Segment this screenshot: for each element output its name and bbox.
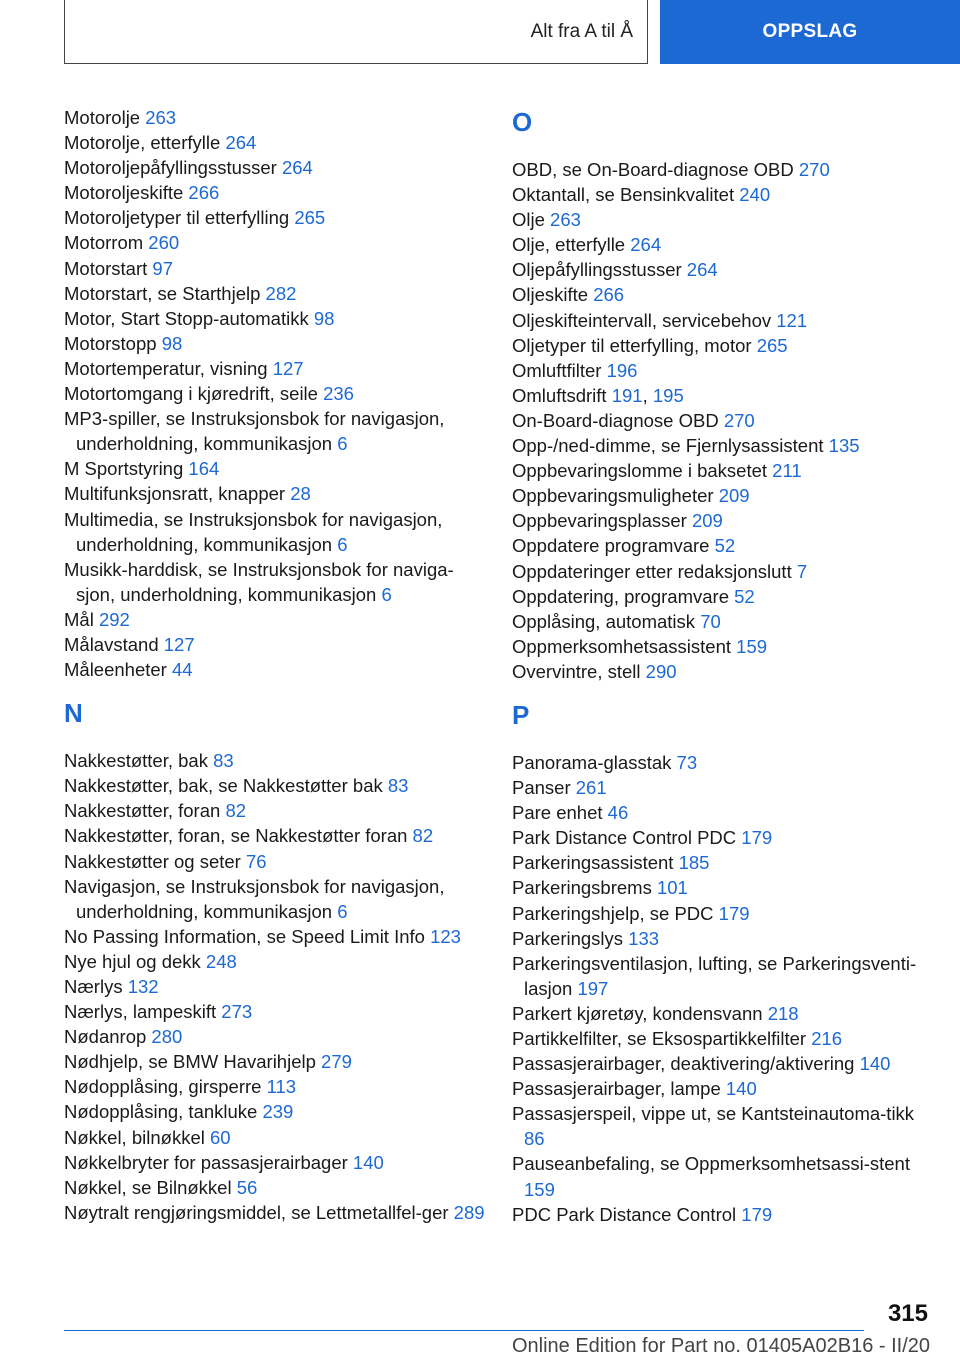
index-entry-text: Parkeringslys (512, 927, 624, 949)
index-entry (512, 333, 937, 358)
page-link[interactable]: 248 (205, 950, 237, 972)
index-entry (64, 874, 489, 924)
index-entry-text: Oppbevaringsplasser (512, 510, 687, 532)
index-entry (64, 999, 489, 1024)
page-link[interactable]: 127 (272, 357, 304, 379)
page-link[interactable]: 179 (741, 827, 773, 849)
index-entry-text: Måleenheter (64, 659, 167, 681)
page-link[interactable]: 270 (798, 159, 830, 180)
page-link[interactable]: 273 (221, 1001, 253, 1023)
index-entry (64, 607, 489, 632)
index-entry-text: Multifunksjonsratt, knapper (64, 483, 286, 505)
page-link[interactable]: 264 (225, 132, 257, 154)
index-entry (512, 358, 937, 383)
page-link[interactable]: 185 (678, 852, 710, 874)
index-letter-heading: N (64, 698, 83, 729)
index-entry-text: Opplåsing, automatisk (512, 610, 696, 632)
page-link[interactable]: 6 (337, 533, 348, 555)
page-link[interactable]: 132 (127, 976, 159, 997)
page-link[interactable]: 6 (381, 583, 392, 605)
index-entry (64, 1200, 489, 1225)
index-entry-text: Partikkelfilter, se Eksospartikkelfilter (512, 1028, 807, 1049)
index-entry (512, 609, 937, 634)
index-entry-text: Omluftfilter (512, 359, 602, 381)
index-entry (512, 926, 937, 951)
index-entry-text: Nakkestøtter, bak, se Nakkestøtter bak (64, 775, 383, 797)
page-link[interactable]: 211 (772, 460, 802, 482)
index-entry-text: Multimedia, se Instruksjonsbok for navigasjon, underholdning, kommunikasjon (64, 508, 443, 555)
index-entry (64, 632, 489, 657)
page-link[interactable]: 140 (725, 1078, 757, 1100)
index-entry (512, 508, 937, 533)
index-entry (64, 773, 489, 798)
page-number: 315 (887, 1300, 928, 1327)
page-link[interactable]: 73 (676, 751, 698, 773)
index-entry-text: Nødopplåsing, tankluke (64, 1101, 258, 1123)
index-entry-text: Motoroljepåfyllingsstusser (64, 157, 277, 179)
index-entry (64, 331, 489, 356)
index-entry-text: M Sportstyring (64, 458, 184, 480)
index-entry-text: Nakkestøtter, foran (64, 800, 221, 822)
index-entry (64, 230, 489, 255)
page-link[interactable]: 7 (796, 560, 808, 582)
index-entry (64, 381, 489, 406)
page-link[interactable]: 196 (606, 359, 638, 381)
page-link[interactable]: 97 (152, 257, 173, 279)
index-entry (512, 1001, 937, 1026)
index-entry (64, 823, 489, 848)
index-entry (64, 974, 489, 999)
index-entry-text: Parkeringshjelp, se PDC (512, 902, 714, 924)
index-entry (512, 634, 937, 659)
index-entry-text: Målavstand (64, 633, 159, 655)
page-link[interactable]: 121 (776, 309, 808, 331)
index-entry-text: Nødhjelp, se BMW Havarihjelp (64, 1051, 316, 1073)
index-entry (512, 308, 937, 333)
index-entry (512, 157, 937, 182)
index-entry-text: Oljeskifte (512, 284, 589, 306)
index-entry (512, 1101, 937, 1151)
index-entry (512, 458, 937, 483)
index-entry (512, 825, 937, 850)
index-entry (64, 949, 489, 974)
index-entry-text: Opp-/ned-dimme, se Fjernlysassistent (512, 435, 824, 457)
index-entry (64, 105, 489, 130)
page-link[interactable]: 195 (652, 384, 684, 406)
page-link[interactable]: 140 (859, 1053, 891, 1075)
page-link[interactable]: 56 (236, 1176, 258, 1198)
index-entry (512, 483, 937, 508)
index-entry-text: Nøkkel, se Bilnøkkel (64, 1176, 232, 1198)
index-entry-text: MP3-spiller, se Instruksjonsbok for navigasjon, underholdning, kommunikasjon (64, 408, 445, 455)
index-entry-text: Pauseanbefaling, se Oppmerksomhetsassi-stent (512, 1153, 910, 1175)
page-link[interactable]: 98 (313, 307, 335, 329)
index-entry-text: Nødopplåsing, girsperre (64, 1076, 262, 1098)
page-link[interactable]: 264 (686, 259, 718, 281)
index-entry-text: Nye hjul og dekk (64, 950, 201, 972)
page-link[interactable]: 240 (739, 184, 771, 206)
index-entry (64, 481, 489, 506)
page-link[interactable]: 292 (98, 608, 130, 630)
page-link[interactable]: 135 (828, 435, 860, 457)
index-entry-text: Olje (512, 209, 545, 231)
page-link[interactable]: 266 (188, 182, 220, 204)
page-link[interactable]: 164 (188, 458, 220, 480)
page-link[interactable]: 52 (714, 535, 736, 557)
index-entry-text: Parkeringsassistent (512, 852, 674, 874)
index-entry (512, 559, 937, 584)
page-link[interactable]: 98 (161, 332, 183, 354)
index-entry-text: Motortemperatur, visning (64, 357, 268, 379)
index-entry-text: Oljetyper til etterfylling, motor (512, 334, 752, 356)
index-entry-text: Oppdateringer etter redaksjonslutt (512, 560, 792, 582)
index-entry (512, 850, 937, 875)
index-entry-text: Oppmerksomhetsassistent (512, 635, 732, 657)
index-entry (64, 306, 489, 331)
page-link[interactable]: 265 (294, 207, 326, 229)
chapter-tab[interactable]: OPPSLAG (660, 0, 960, 64)
index-entry-text: Oljeskifteintervall, servicebehov (512, 309, 772, 331)
index-entry-text: Nakkestøtter, foran, se Nakkestøtter foran (64, 825, 408, 847)
index-entry-text: Motorstart, se Starthjelp (64, 282, 261, 304)
page-link[interactable]: 179 (718, 902, 750, 924)
index-entry (64, 924, 489, 949)
index-entry-text: Overvintre, stell (512, 660, 641, 682)
index-entry (512, 207, 937, 232)
page-link[interactable]: 197 (577, 977, 609, 999)
page-link[interactable]: 83 (213, 750, 234, 772)
index-entry (512, 1026, 937, 1051)
page-link[interactable]: 218 (767, 1002, 799, 1024)
page-link[interactable]: 86 (524, 1128, 545, 1150)
page-link[interactable]: 239 (262, 1101, 294, 1123)
index-letter-heading: P (512, 699, 530, 730)
footer-edition: Online Edition for Part no. 01405A02B16 - II/20 (511, 1335, 930, 1357)
index-entry-text: Nakkestøtter og seter (64, 850, 241, 872)
index-entry-text: Nødanrop (64, 1026, 147, 1048)
index-entry-text: Motorstopp (64, 332, 157, 354)
index-entry (512, 1051, 937, 1076)
index-entry-text: Passasjerairbager, deaktivering/aktivering (512, 1053, 855, 1075)
page-link[interactable]: 46 (607, 802, 629, 824)
index-entry (512, 750, 937, 775)
page-link[interactable]: 6 (337, 433, 348, 455)
page-link[interactable]: 280 (151, 1026, 183, 1048)
index-entry-text: Navigasjon, se Instruksjonsbok for navigasjon, underholdning, kommunikasjon (64, 875, 445, 922)
index-entry: Omluftsdrift 191, 195 (512, 384, 684, 406)
index-entry-text: No Passing Information, se Speed Limit Info (64, 925, 425, 947)
index-entry (64, 205, 489, 230)
index-entry-text: Passasjerairbager, lampe (512, 1078, 721, 1100)
index-entry (64, 406, 489, 456)
page-link[interactable]: 266 (593, 284, 625, 306)
index-entry-text: Motorstart (64, 257, 148, 279)
page-link[interactable]: 216 (811, 1028, 843, 1049)
index-entry (512, 232, 937, 257)
page-link[interactable]: 282 (265, 282, 297, 304)
index-entry-text: Nakkestøtter, bak (64, 750, 208, 772)
index-entry (64, 1175, 489, 1200)
index-entry (512, 533, 937, 558)
index-entry (64, 1150, 489, 1175)
index-entry-text: Motoroljetyper til etterfylling (64, 207, 290, 229)
page-link[interactable]: 82 (412, 825, 434, 847)
index-entry-text: Parkeringsbrems (512, 877, 652, 899)
page-link[interactable]: 101 (656, 877, 688, 899)
index-entry (64, 180, 489, 205)
page-link[interactable]: 236 (323, 383, 354, 405)
index-entry (64, 657, 489, 682)
index-entry (512, 282, 937, 307)
index-entry-text: Oppbevaringslomme i baksetet (512, 460, 768, 482)
page-link[interactable]: 279 (321, 1051, 352, 1073)
index-entry (512, 775, 937, 800)
page-link[interactable]: 28 (290, 483, 311, 505)
index-entry (512, 901, 937, 926)
page-link[interactable]: 140 (352, 1151, 384, 1173)
page-link[interactable]: 159 (736, 635, 768, 657)
page-link[interactable]: 263 (550, 209, 581, 231)
index-letter-heading: O (512, 107, 533, 137)
page-link[interactable]: 44 (171, 659, 193, 681)
index-entry-text: On-Board-diagnose OBD (512, 409, 719, 431)
index-entry-text: Oktantall, se Bensinkvalitet (512, 184, 735, 206)
index-entry (512, 182, 937, 207)
index-entry-text: Motorolje, etterfylle (64, 132, 221, 154)
index-entry-text: Motortomgang i kjøredrift, seile (64, 383, 318, 405)
index-entry-text: Nøkkelbryter for passasjerairbager (64, 1151, 348, 1173)
page-link[interactable]: 76 (245, 850, 267, 872)
page-link[interactable]: 263 (145, 107, 177, 128)
index-entry-text: Mål (64, 608, 94, 630)
index-entry (512, 408, 937, 433)
index-entry (512, 584, 937, 609)
index-entry (64, 130, 489, 155)
page-link[interactable]: 191 (611, 384, 643, 406)
index-entry (64, 456, 489, 481)
index-entry (512, 433, 937, 458)
index-entry (64, 155, 489, 180)
page-link[interactable]: 127 (163, 633, 195, 655)
index-entry-text: Motorrom (64, 232, 144, 254)
index-entry-text: Musikk-harddisk, se Instruksjonsbok for naviga-sjon, underholdning, kommunikasjon (64, 558, 454, 605)
index-entry-text: Motoroljeskifte (64, 182, 184, 204)
page-link[interactable]: 159 (524, 1178, 555, 1200)
index-entry (64, 1099, 489, 1124)
page-link[interactable]: 261 (575, 777, 607, 799)
index-entry-text: Panser (512, 777, 571, 799)
index-entry (64, 507, 489, 557)
page-header (64, 0, 960, 64)
index-entry-text: OBD, se On-Board-diagnose OBD (512, 159, 794, 180)
index-entry-text: Park Distance Control PDC (512, 827, 737, 849)
index-entry (512, 1202, 937, 1227)
index-entry (512, 800, 937, 825)
page-link[interactable]: 265 (756, 334, 788, 356)
index-entry (64, 256, 489, 281)
index-entry-text: Nøkkel, bilnøkkel (64, 1126, 205, 1148)
index-entry-text: Olje, etterfylle (512, 234, 626, 256)
page-link[interactable]: 133 (628, 927, 660, 949)
page-link[interactable]: 6 (337, 900, 348, 922)
index-entry (512, 875, 937, 900)
index-entry (512, 1151, 937, 1201)
index-entry-text: Panorama-glasstak (512, 751, 672, 773)
page-link[interactable]: 264 (281, 157, 313, 179)
page-link[interactable]: 290 (645, 660, 677, 682)
section-title: Alt fra A til Å (64, 0, 648, 64)
index-entry-text: Oppdatere programvare (512, 535, 710, 557)
page-link[interactable]: 270 (723, 409, 755, 431)
page-link[interactable]: 123 (430, 925, 461, 947)
page-link[interactable]: 209 (691, 510, 723, 532)
index-entry-text: Oljepåfyllingsstusser (512, 259, 682, 281)
index-entry (512, 1076, 937, 1101)
page-link[interactable]: 289 (453, 1201, 485, 1223)
page-link[interactable]: 82 (225, 800, 247, 822)
page-link[interactable]: 209 (718, 485, 750, 507)
index-entry-text: Parkert kjøretøy, kondensvann (512, 1002, 763, 1024)
page-link[interactable]: 264 (630, 234, 662, 256)
index-entry (64, 1024, 489, 1049)
index-column-left (64, 105, 489, 1225)
index-entry (512, 257, 937, 282)
index-entry-text: Motor, Start Stopp-automatikk (64, 307, 309, 329)
index-entry (64, 748, 489, 773)
index-entry-text: Nærlys, lampeskift (64, 1001, 217, 1023)
index-entry-text: Oppbevaringsmuligheter (512, 485, 714, 507)
index-entry-text: Nærlys (64, 976, 123, 997)
index-entry (512, 951, 937, 1001)
index-entry-text: Motorolje (64, 107, 141, 128)
page-link[interactable]: 60 (209, 1126, 231, 1148)
page-link[interactable]: 113 (266, 1076, 297, 1098)
index-entry (64, 1125, 489, 1150)
index-entry-text: Passasjerspeil, vippe ut, se Kantsteinautoma-tikk (512, 1103, 915, 1125)
index-entry (64, 849, 489, 874)
index-entry-text: PDC Park Distance Control (512, 1203, 737, 1225)
page-link[interactable]: 52 (734, 585, 755, 607)
index-entry-text: Oppdatering, programvare (512, 585, 729, 607)
index-entry-text: Nøytralt rengjøringsmiddel, se Lettmetallfel-ger (64, 1201, 449, 1223)
index-entry (64, 557, 489, 607)
index-entry (64, 1074, 489, 1099)
index-entry (512, 659, 937, 684)
index-entry (64, 1049, 489, 1074)
index-entry (64, 281, 489, 306)
index-entry (64, 798, 489, 823)
index-column-right (512, 105, 937, 1227)
index-entry-text: Omluftsdrift (512, 384, 607, 406)
page-link[interactable]: 260 (148, 232, 180, 254)
index-entry-text: Pare enhet (512, 802, 603, 824)
index-entry (64, 356, 489, 381)
page-link[interactable]: 83 (387, 775, 409, 797)
index-entry-text: Parkeringsventilasjon, lufting, se Parkeringsventi-lasjon (512, 952, 917, 999)
page-link[interactable]: 179 (741, 1203, 773, 1225)
page-link[interactable]: 70 (700, 610, 721, 632)
